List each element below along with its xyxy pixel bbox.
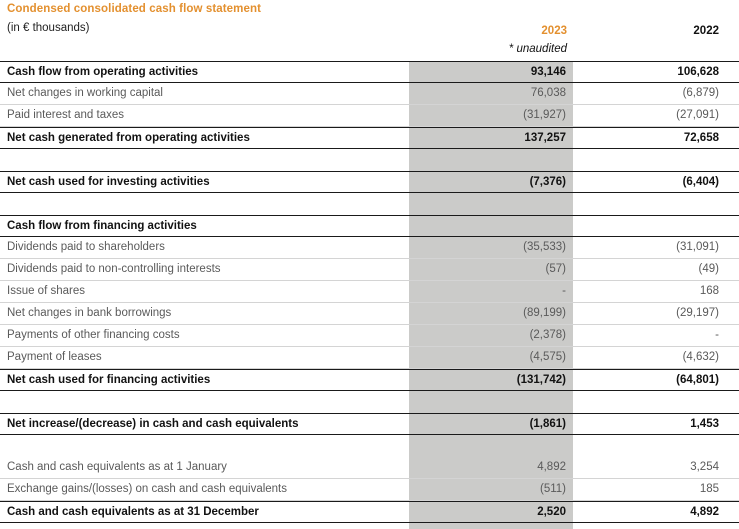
row-label: Dividends paid to shareholders bbox=[7, 241, 165, 253]
row-value-prior-year bbox=[577, 193, 719, 215]
row-value-prior-year: 1,453 bbox=[690, 418, 719, 430]
row-label: Issue of shares bbox=[7, 285, 85, 297]
row-label: Payment of leases bbox=[7, 351, 102, 363]
row-value-current-year: (4,575) bbox=[529, 351, 566, 363]
row-value-prior-year: - bbox=[715, 329, 719, 341]
row-value-prior-year bbox=[577, 391, 719, 413]
row-label: Net cash used for financing activities bbox=[7, 374, 211, 386]
row-label: Net cash used for investing activities bbox=[7, 176, 210, 188]
row-value-current-year: (1,861) bbox=[529, 418, 566, 430]
statement-rows bbox=[0, 61, 739, 523]
row-value-current-year: (131,742) bbox=[516, 374, 566, 386]
table-row bbox=[0, 457, 739, 479]
row-value-prior-year: (4,632) bbox=[682, 351, 719, 363]
table-row bbox=[0, 347, 739, 369]
row-value-current-year bbox=[409, 391, 566, 413]
column-header-year-current: 2023 bbox=[541, 25, 567, 37]
table-row bbox=[0, 237, 739, 259]
row-value-prior-year: (29,197) bbox=[676, 307, 719, 319]
row-value-prior-year: 72,658 bbox=[683, 132, 719, 144]
row-label: Exchange gains/(losses) on cash and cash equivalents bbox=[7, 483, 288, 495]
row-label: Net changes in working capital bbox=[7, 87, 163, 99]
table-row bbox=[0, 215, 739, 237]
row-value-current-year: 93,146 bbox=[530, 66, 566, 78]
table-row bbox=[0, 259, 739, 281]
row-value-current-year: (7,376) bbox=[529, 176, 566, 188]
row-label: Cash flow from financing activities bbox=[7, 220, 197, 232]
table-row bbox=[0, 61, 739, 83]
row-value-current-year: 4,892 bbox=[537, 461, 566, 473]
table-row bbox=[0, 105, 739, 127]
row-value-prior-year: (64,801) bbox=[676, 374, 719, 386]
row-value-current-year: (2,378) bbox=[529, 329, 566, 341]
spacer-row bbox=[0, 435, 739, 457]
row-value-current-year: (89,199) bbox=[523, 307, 566, 319]
row-value-current-year bbox=[409, 435, 566, 457]
row-label: Dividends paid to non-controlling interests bbox=[7, 263, 221, 275]
table-row bbox=[0, 325, 739, 347]
table-row bbox=[0, 413, 739, 435]
table-row bbox=[0, 369, 739, 391]
row-value-prior-year: 4,892 bbox=[690, 506, 719, 518]
row-value-prior-year: 3,254 bbox=[690, 461, 719, 473]
statement-units-subtitle: (in € thousands) bbox=[7, 22, 90, 34]
row-value-current-year: 137,257 bbox=[524, 132, 566, 144]
table-row bbox=[0, 479, 739, 501]
row-label: Net increase/(decrease) in cash and cash equivalents bbox=[7, 418, 299, 430]
spacer-row bbox=[0, 391, 739, 413]
row-value-current-year: (57) bbox=[545, 263, 566, 275]
row-value-current-year: (35,533) bbox=[523, 241, 566, 253]
unaudited-note: * unaudited bbox=[508, 43, 567, 55]
row-value-prior-year: (31,091) bbox=[676, 241, 719, 253]
table-row bbox=[0, 281, 739, 303]
table-row bbox=[0, 501, 739, 523]
row-value-current-year bbox=[409, 216, 566, 236]
row-value-prior-year bbox=[577, 216, 719, 236]
statement-title: Condensed consolidated cash flow statement bbox=[7, 3, 262, 15]
table-row bbox=[0, 127, 739, 149]
row-label: Cash and cash equivalents as at 1 January bbox=[7, 461, 227, 473]
row-value-prior-year: 168 bbox=[699, 285, 719, 297]
row-value-prior-year bbox=[577, 149, 719, 171]
row-value-prior-year: (6,879) bbox=[682, 87, 719, 99]
spacer-row bbox=[0, 149, 739, 171]
row-value-current-year: 76,038 bbox=[530, 87, 566, 99]
row-value-prior-year: (6,404) bbox=[682, 176, 719, 188]
row-value-current-year bbox=[409, 193, 566, 215]
row-value-prior-year bbox=[577, 435, 719, 457]
table-row bbox=[0, 83, 739, 105]
row-label: Net changes in bank borrowings bbox=[7, 307, 172, 319]
row-value-prior-year: (49) bbox=[698, 263, 719, 275]
row-label: Payments of other financing costs bbox=[7, 329, 180, 341]
row-label: Net cash generated from operating activities bbox=[7, 132, 250, 144]
row-value-prior-year: (27,091) bbox=[676, 109, 719, 121]
table-row bbox=[0, 303, 739, 325]
statement-header bbox=[0, 0, 739, 61]
row-value-current-year: - bbox=[562, 285, 566, 297]
spacer-row bbox=[0, 193, 739, 215]
table-row bbox=[0, 171, 739, 193]
row-value-current-year: 2,520 bbox=[537, 506, 566, 518]
column-header-year-prior: 2022 bbox=[693, 25, 719, 37]
row-value-prior-year: 106,628 bbox=[677, 66, 719, 78]
row-label: Cash flow from operating activities bbox=[7, 66, 199, 78]
row-label: Cash and cash equivalents as at 31 December bbox=[7, 506, 259, 518]
row-label: Paid interest and taxes bbox=[7, 109, 124, 121]
row-value-current-year: (31,927) bbox=[523, 109, 566, 121]
row-value-prior-year: 185 bbox=[699, 483, 719, 495]
row-value-current-year bbox=[409, 149, 566, 171]
row-value-current-year: (511) bbox=[540, 483, 566, 495]
